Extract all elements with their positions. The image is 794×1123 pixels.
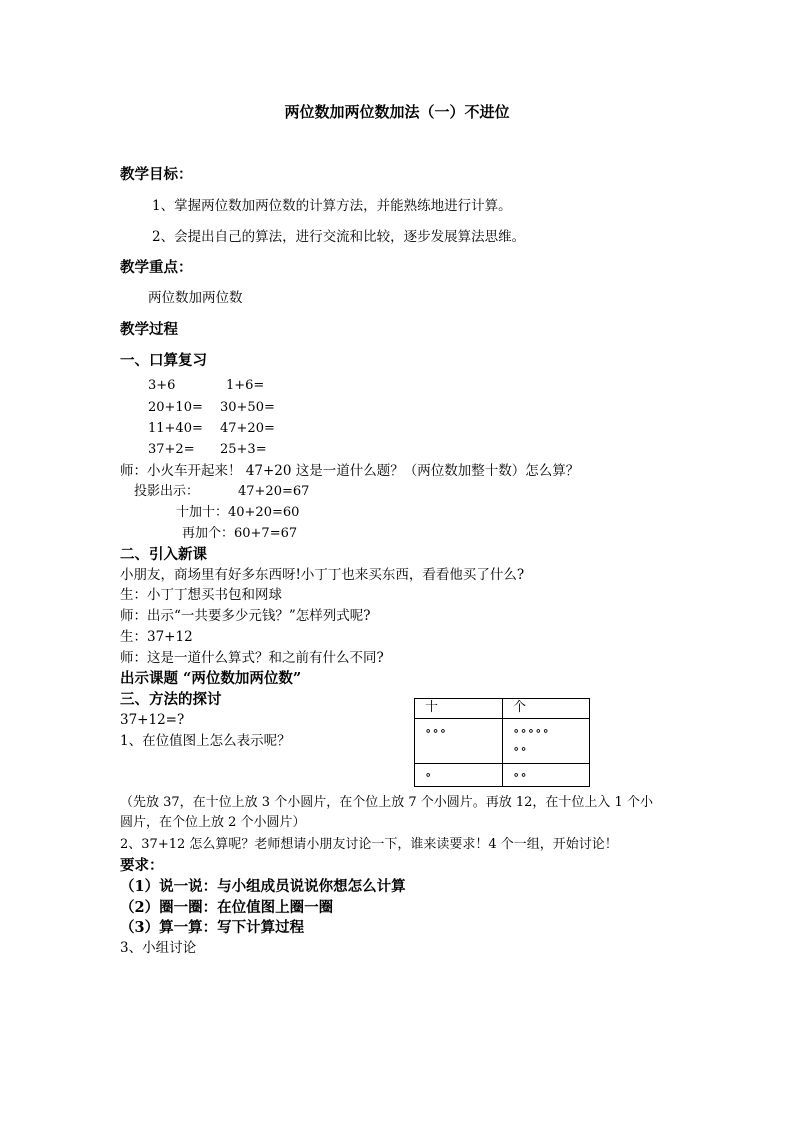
note-line-1: （先放 37，在十位上放 3 个小圆片，在个位上放 7 个小圆片。再放 12，在十位上入 1 个小 <box>120 795 653 810</box>
oral-calc-row4-right: 25+3= <box>220 442 267 457</box>
table-header-row <box>415 699 590 719</box>
oral-calc-row3-right: 47+20= <box>220 421 275 436</box>
projection-step1: 十加十：40+20=60 <box>176 505 300 520</box>
section2-line-1: 小朋友，商场里有好多东西呀!小丁丁也来买东西，看看他买了什么? <box>120 567 525 583</box>
counter-chips: ∘ <box>425 768 433 783</box>
question-1: 1、在位值图上怎么表示呢？ <box>120 733 291 749</box>
requirement-2: （2）圈一圈：在位值图上圈一圈 <box>120 899 334 916</box>
question-3: 3、小组讨论 <box>120 940 197 956</box>
oral-calc-row2-left: 20+10= <box>148 400 203 415</box>
counter-chips-line2: ∘∘ <box>513 741 528 757</box>
page-title: 两位数加两位数加法（一）不进位 <box>284 103 510 121</box>
objectives-heading: 教学目标： <box>120 166 193 183</box>
equation: 37+12=? <box>120 712 185 728</box>
row1-tens-chips <box>415 719 503 764</box>
oral-calc-row4-left: 37+2= <box>148 442 195 457</box>
requirement-3: （3）算一算：写下计算过程 <box>120 919 305 936</box>
section2-line-4: 生：37+12 <box>120 629 193 645</box>
question-2: 2、37+12 怎么算呢？老师想请小朋友讨论一下，谁来读要求！4 个一组，开始讨论！ <box>120 837 618 852</box>
header-ones: 个 <box>503 699 590 719</box>
objective-item-1: 1、掌握两位数加两位数的计算方法，并能熟练地进行计算。 <box>152 198 512 214</box>
projection-value: 47+20=67 <box>238 484 310 499</box>
section3-heading: 三、方法的探讨 <box>120 691 222 708</box>
requirement-1: （1）说一说：与小组成员说说你想怎么计算 <box>120 878 406 895</box>
oral-calc-row1-left: 3+6 <box>148 378 176 393</box>
process-heading: 教学过程 <box>120 321 178 338</box>
section1-heading: 一、口算复习 <box>120 352 207 369</box>
projection-label: 投影出示： <box>134 484 200 499</box>
key-point-text: 两位数加两位数 <box>148 290 243 306</box>
oral-calc-row2-right: 30+50= <box>220 400 275 415</box>
counter-chips: ∘∘ <box>513 768 528 783</box>
row1-ones-chips <box>503 719 590 764</box>
key-point-heading: 教学重点： <box>120 259 193 276</box>
place-value-table <box>414 698 590 787</box>
section2-line-5: 师：这是一道什么算式？和之前有什么不同? <box>120 650 384 666</box>
counter-chips-line1: ∘∘∘∘∘ <box>513 724 550 739</box>
note-line-2: 圆片，在个位上放 2 个小圆片） <box>120 815 306 830</box>
section2-heading: 二、引入新课 <box>120 546 207 563</box>
table-row <box>415 719 590 764</box>
section2-line-2: 生：小丁丁想买书包和网球 <box>120 587 282 603</box>
requirements-heading: 要求： <box>120 857 164 874</box>
teacher-line: 师：小火车开起来！ 47+20 这是一道什么题？（两位数加整十数）怎么算？ <box>120 463 580 479</box>
header-tens: 十 <box>415 699 503 719</box>
counter-chips: ∘∘∘ <box>425 724 448 739</box>
table-row <box>415 764 590 787</box>
oral-calc-row1-right: 1+6= <box>226 378 265 393</box>
oral-calc-row3-left: 11+40= <box>148 421 203 436</box>
section2-line-3: 师：出示“一共要多少元钱？”怎样列式呢? <box>120 608 371 624</box>
row2-tens-chips <box>415 764 503 787</box>
objective-item-2: 2、会提出自己的算法，进行交流和比较，逐步发展算法思维。 <box>152 229 526 245</box>
projection-step2: 再加个：60+7=67 <box>182 526 298 541</box>
topic-line: 出示课题 “两位数加两位数” <box>120 670 302 687</box>
row2-ones-chips <box>503 764 590 787</box>
